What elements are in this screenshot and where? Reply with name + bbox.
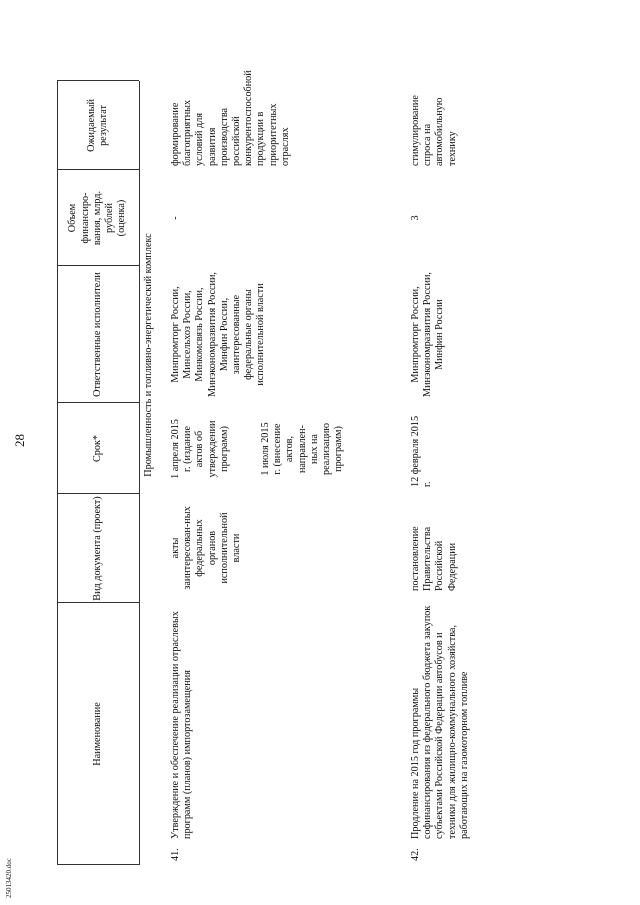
row-41-funding: - [170,216,181,220]
section-title: Промышленность и топливно-энергетический комплекс [143,233,154,477]
row-42-name: Продление на 2015 год программы софинансирования из федерального бюджета закупок субъектами Российской Федерации автобусов и техники для жилищно-коммунального хозяйства, работающих на газомоторном топливе [410,605,470,839]
row-41-name: Утверждение и обеспечение реализации отраслевых программ (планов) импортозамещения [170,611,194,839]
row-41-result: формирование благоприятных условий для развития производства российской конкурентоспособной продукции в приоритетных отраслях [170,70,291,166]
row-42-executors: Минпромторг России, Минэкономразвития России, Минфин России [410,272,446,397]
header-divider [139,81,140,865]
header-name: Наименование [91,702,103,766]
header-executors: Ответственные исполнители [91,272,103,397]
row-41-deadline-2: 1 июля 2015 г. (внесение актов, направлен-ных на реализацию программ) [260,422,345,476]
row-42-deadline: 12 февраля 2015 г. [410,415,434,487]
row-42-funding: 3 [410,215,421,221]
row-42-number: 42. [410,848,421,861]
row-41-doc-type: акты заинтересован-ных федеральных органов исполнительной власти [170,506,243,590]
row-42-doc-type: постановление Правительства Российской Федерации [410,526,458,591]
footer-code: 25013420.doc [5,858,13,898]
row-41-deadline-1: 1 апреля 2015 г. (издание актов об утверждении программ) [170,419,230,479]
row-42-result: стимулирование спроса на автомобильную технику [410,95,458,166]
header-doc-type: Вид документа (проект) [91,496,103,601]
row-41-executors: Минпромторг России, Минсельхоз России, Минкомсвязь России, Минэкономразвития России, Минфин России, заинтересованные федеральные органы исполнительной власти [170,272,267,397]
page-number: 28 [12,434,27,447]
header-result: Ожидаемый результат [85,99,109,152]
header-funding: Объем финансиро-вания, млрд. рублей (оценка) [67,190,128,246]
header-deadline: Срок* [91,434,103,463]
row-41-number: 41. [170,848,181,861]
